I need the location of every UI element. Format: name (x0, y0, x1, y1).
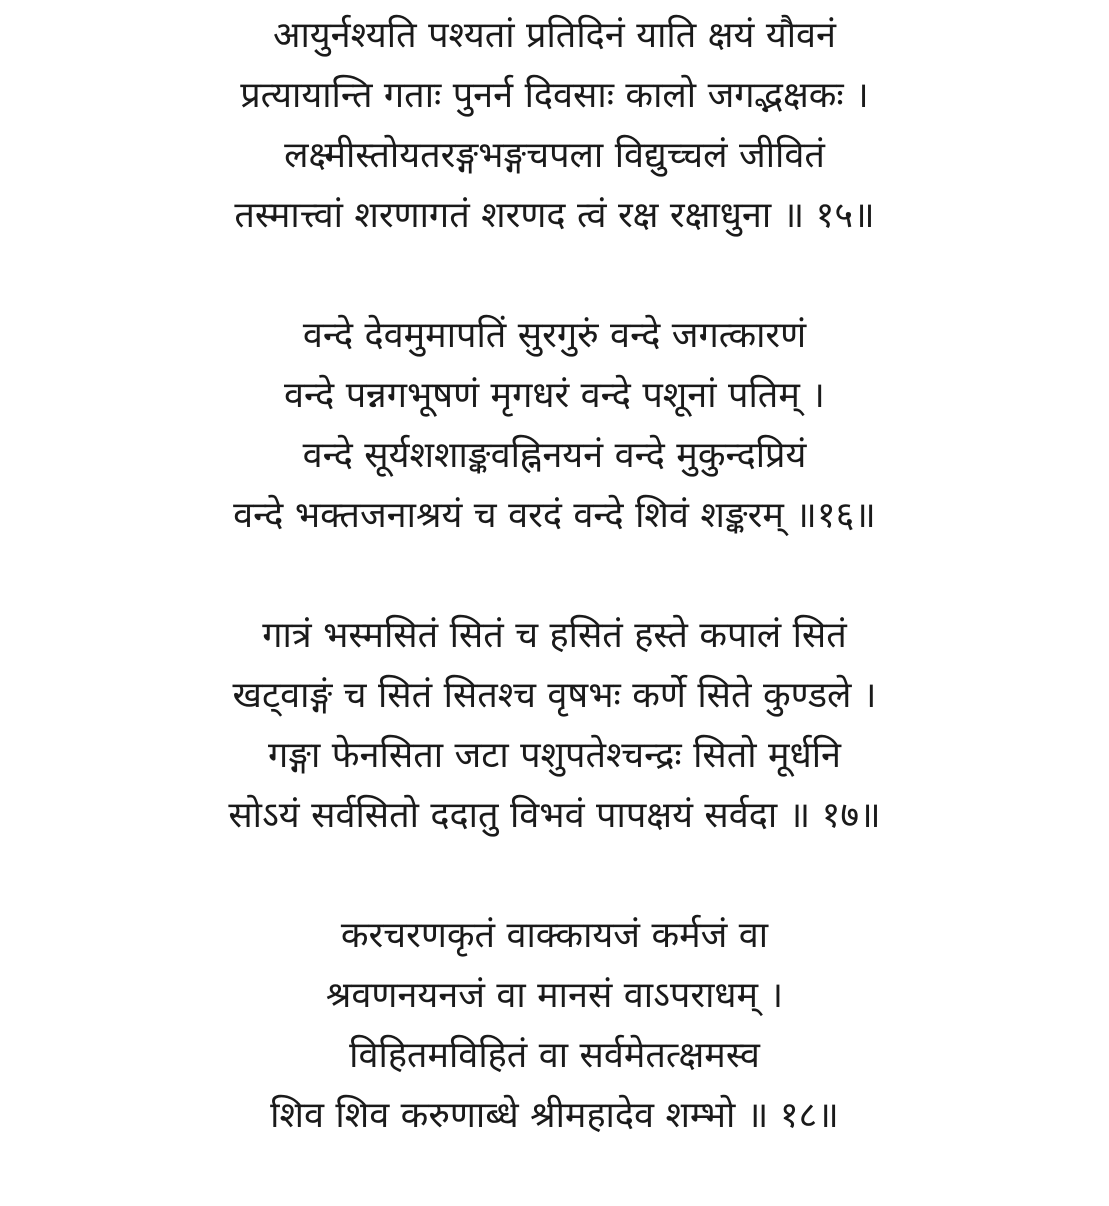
verse-line: खट्वाङ्गं च सितं सितश्च वृषभः कर्णे सिते कुण्डले । (232, 675, 877, 716)
verse-line: प्रत्यायान्ति गताः पुनर्न दिवसाः कालो जगद्भक्षकः । (240, 75, 869, 116)
verse-line: वन्दे सूर्यशशाङ्कवह्निनयनं वन्दे मुकुन्दप्रियं (302, 435, 807, 476)
verse-16 (0, 306, 1109, 546)
verse-18 (0, 906, 1109, 1146)
document-page (0, 6, 1109, 1206)
verse-line: वन्दे पन्नगभूषणं मृगधरं वन्दे पशूनां पतिम् । (284, 375, 825, 416)
verse-line: श्रवणनयनजं वा मानसं वाऽपराधम् । (325, 975, 784, 1016)
verse-line: वन्दे देवमुमापतिं सुरगुरुं वन्दे जगत्कारणं (302, 315, 807, 356)
verse-line: विहितमविहितं वा सर्वमेतत्क्षमस्व (349, 1035, 760, 1076)
verse-line: शिव शिव करुणाब्धे श्रीमहादेव शम्भो ॥ १८॥ (270, 1095, 839, 1136)
verse-15 (0, 6, 1109, 246)
verse-line: वन्दे भक्तजनाश्रयं च वरदं वन्दे शिवं शङ्करम् ॥१६॥ (233, 495, 876, 536)
verse-line: गङ्गा फेनसिता जटा पशुपतेश्चन्द्रः सितो मूर्धनि (267, 735, 842, 776)
verse-line: करचरणकृतं वाक्कायजं कर्मजं वा (340, 915, 769, 956)
verse-17 (0, 606, 1109, 846)
verse-line: तस्मात्त्वां शरणागतं शरणद त्वं रक्ष रक्षाधुना ॥ १५॥ (234, 195, 875, 236)
verse-line: आयुर्नश्यति पश्यतां प्रतिदिनं याति क्षयं यौवनं (272, 15, 837, 56)
verse-line: लक्ष्मीस्तोयतरङ्गभङ्गचपला विद्युच्चलं जीवितं (284, 135, 825, 176)
verse-line: सोऽयं सर्वसितो ददातु विभवं पापक्षयं सर्वदा ॥ १७॥ (228, 795, 881, 836)
verse-line: गात्रं भस्मसितं सितं च हसितं हस्ते कपालं सितं (262, 615, 847, 656)
